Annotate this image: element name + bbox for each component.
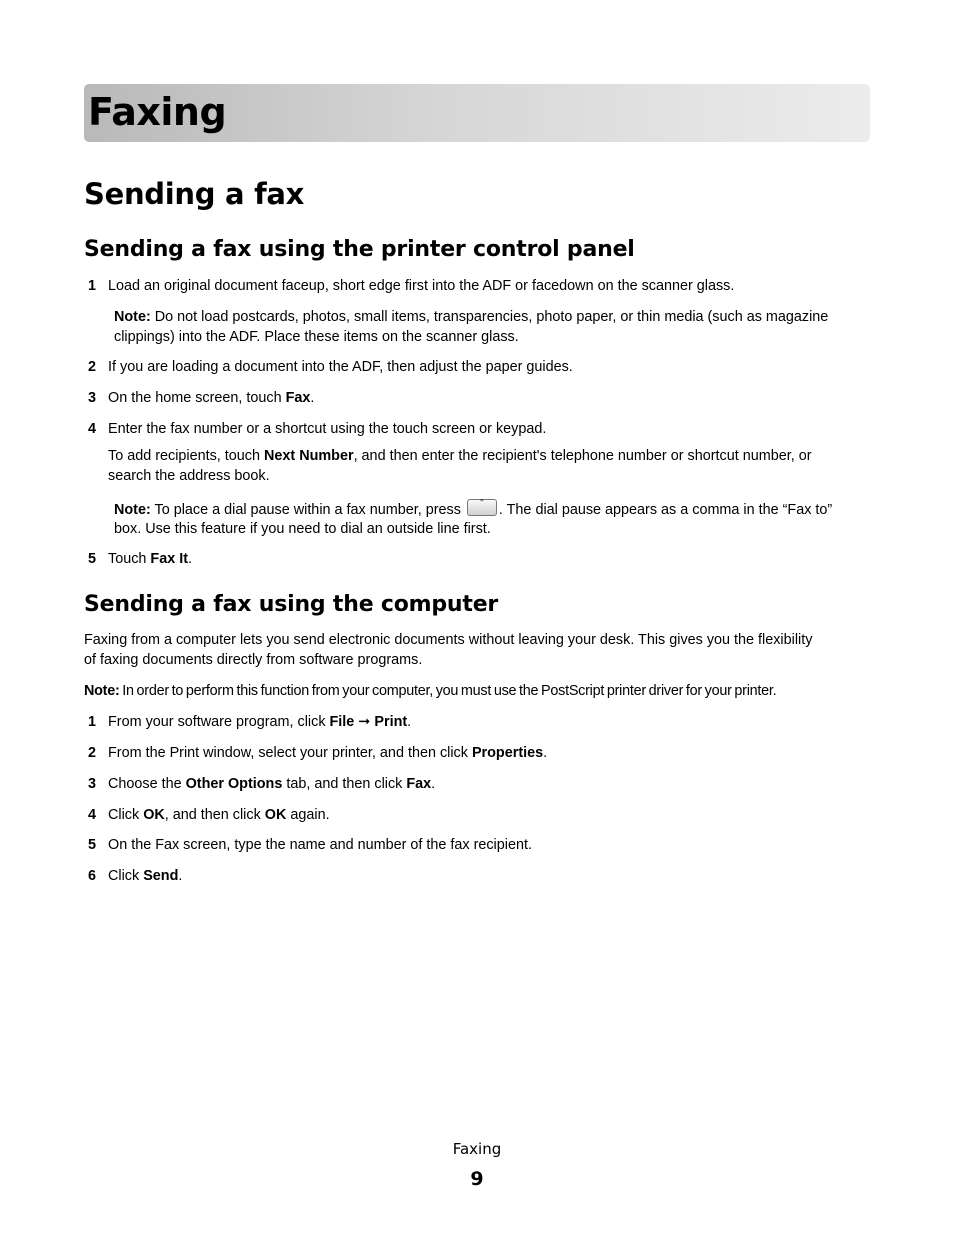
computer-step-2-text bbox=[108, 743, 547, 763]
note-label: Note: bbox=[114, 309, 151, 325]
panel-step-5-number: 5 bbox=[88, 551, 97, 567]
panel-note-1-line1: Do not load postcards, photos, small items, transparencies, photo paper, or thin media (such as magazine bbox=[150, 309, 829, 325]
note-text: In order to perform this function from your computer, you must use the PostScript printer driver for your printer. bbox=[119, 683, 777, 699]
step-text: To add recipients, touch bbox=[108, 448, 264, 464]
pause-key-glyph: " bbox=[480, 498, 484, 509]
step-bold-term: Other Options bbox=[185, 776, 283, 792]
computer-step-2-number: 2 bbox=[88, 745, 97, 761]
computer-step-1-text bbox=[108, 712, 411, 732]
computer-step-4-number: 4 bbox=[88, 807, 97, 823]
footer-chapter-label: Faxing bbox=[452, 1140, 502, 1158]
step-bold-term: Fax It bbox=[150, 551, 188, 567]
computer-intro-line2: of faxing documents directly from software programs. bbox=[84, 652, 423, 668]
step-text: Choose the bbox=[108, 776, 186, 792]
panel-step-4-extra bbox=[108, 446, 812, 466]
step-text: Touch bbox=[108, 551, 151, 567]
step-bold-term: File bbox=[329, 714, 355, 730]
panel-step-2-number: 2 bbox=[88, 359, 97, 375]
note-label: Note: bbox=[84, 683, 120, 699]
step-text: . bbox=[188, 551, 192, 567]
step-bold-term: Next Number bbox=[264, 448, 354, 464]
step-text: . bbox=[543, 745, 548, 761]
step-text: tab, and then click bbox=[282, 776, 407, 792]
panel-step-3-number: 3 bbox=[88, 390, 97, 406]
step-bold-term: Fax bbox=[406, 776, 432, 792]
step-bold-term: Send bbox=[143, 868, 179, 884]
computer-step-4-text bbox=[108, 805, 330, 825]
panel-step-2-text: If you are loading a document into the ADF, then adjust the paper guides. bbox=[108, 359, 573, 375]
panel-step-4-extra-line2: search the address book. bbox=[108, 468, 270, 484]
step-text: From the Print window, select your printer, and then click bbox=[108, 745, 472, 761]
page-number: 9 bbox=[470, 1168, 484, 1190]
panel-step-3-text bbox=[108, 388, 314, 408]
step-text: again. bbox=[286, 807, 330, 823]
computer-intro-line1: Faxing from a computer lets you send electronic documents without leaving your desk. This gives you the flexibility bbox=[84, 632, 813, 648]
panel-step-5-text bbox=[108, 549, 192, 569]
section-title: Sending a fax bbox=[84, 177, 305, 211]
step-text: . bbox=[407, 714, 412, 730]
computer-step-6-number: 6 bbox=[88, 868, 97, 884]
note-text: . The dial pause appears as a comma in the “Fax to” bbox=[498, 502, 833, 518]
step-bold-term: Properties bbox=[471, 745, 544, 761]
chapter-title: Faxing bbox=[88, 90, 227, 134]
note-label: Note: bbox=[114, 502, 151, 518]
computer-step-1-number: 1 bbox=[88, 714, 97, 730]
panel-heading: Sending a fax using the printer control panel bbox=[84, 237, 635, 262]
computer-note bbox=[84, 681, 776, 701]
panel-step-4-number: 4 bbox=[88, 421, 97, 437]
step-text: . bbox=[310, 390, 315, 406]
step-text: . bbox=[431, 776, 436, 792]
step-text: On the home screen, touch bbox=[108, 390, 286, 406]
step-bold-term: OK bbox=[264, 807, 287, 823]
step-text: From your software program, click bbox=[108, 714, 330, 730]
step-text: . bbox=[178, 868, 183, 884]
computer-step-3-number: 3 bbox=[88, 776, 97, 792]
note-text: To place a dial pause within a fax number, press bbox=[150, 502, 465, 518]
panel-step-1-text: Load an original document faceup, short edge first into the ADF or facedown on the scanner glass. bbox=[108, 278, 735, 294]
step-text: Click bbox=[108, 868, 144, 884]
step-bold-term: Fax bbox=[285, 390, 311, 406]
panel-note-2-line2: box. Use this feature if you need to dial an outside line first. bbox=[114, 521, 491, 537]
computer-step-3-text bbox=[108, 774, 435, 794]
panel-note-1-line2: clippings) into the ADF. Place these items on the scanner glass. bbox=[114, 329, 519, 345]
panel-step-1-number: 1 bbox=[88, 278, 97, 294]
step-bold-term: OK bbox=[143, 807, 165, 823]
computer-step-6-text bbox=[108, 866, 182, 886]
panel-note-1 bbox=[114, 307, 828, 327]
panel-note-2 bbox=[114, 499, 832, 520]
computer-step-5-number: 5 bbox=[88, 837, 97, 853]
panel-step-4-text: Enter the fax number or a shortcut using the touch screen or keypad. bbox=[108, 421, 547, 437]
step-text: , and then click bbox=[164, 807, 265, 823]
arrow-icon: ➞ bbox=[354, 714, 375, 730]
step-bold-term: Print bbox=[374, 714, 408, 730]
pause-key-icon bbox=[467, 499, 497, 516]
step-text: , and then enter the recipient's telephone number or shortcut number, or bbox=[353, 448, 812, 464]
step-text: Click bbox=[108, 807, 144, 823]
computer-heading: Sending a fax using the computer bbox=[84, 592, 499, 617]
computer-step-5-text: On the Fax screen, type the name and number of the fax recipient. bbox=[108, 837, 532, 853]
